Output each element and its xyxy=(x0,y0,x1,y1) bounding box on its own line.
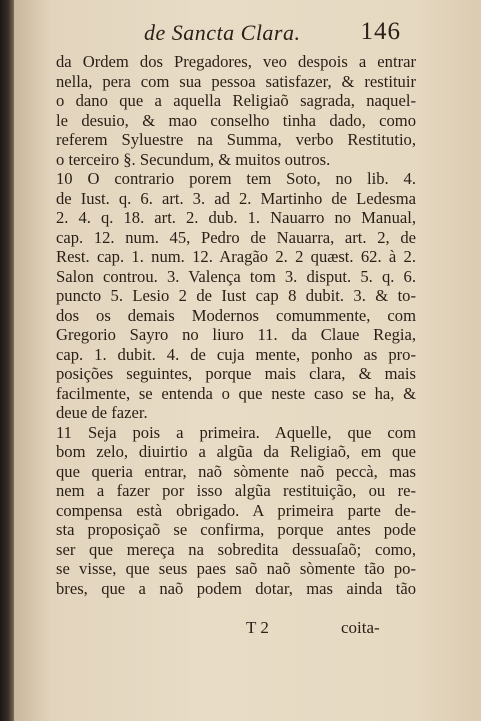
text-line: 2. 4. q. 18. art. 2. dub. 1. Nauarro no Manual, xyxy=(56,208,416,227)
text-line: 11 Seja pois a primeira. Aquelle, que com xyxy=(56,422,416,442)
body-text xyxy=(56,52,416,598)
book-page xyxy=(14,0,481,721)
catchword: coita- xyxy=(341,618,380,637)
text-line: de Iust. q. 6. art. 3. ad 2. Martinho de Ledesma xyxy=(56,188,416,208)
text-line: sta proposiçaõ se confirma, porque antes pode xyxy=(56,520,416,539)
text-line: posições seguintes, porque mais clara, & mais xyxy=(56,364,416,383)
book-spine-shadow xyxy=(0,0,14,721)
text-line: le desuio, & mao conselho tinha dado, como xyxy=(56,110,416,130)
text-line: referem Syluestre na Summa, verbo Restitutio, xyxy=(56,130,416,149)
text-line: cap. 12. num. 45, Pedro de Nauarra, art. 2, de xyxy=(56,227,416,247)
text-line: bom zelo, diuirtio a algũa da Religiaõ, em que xyxy=(56,442,416,461)
text-line: puncto 5. Lesio 2 de Iust cap 8 dubit. 3. & to- xyxy=(56,286,416,305)
text-line: o dano que a aquella Religiaõ sagrada, naquel- xyxy=(56,91,416,110)
text-line: da Ordem dos Pregadores, veo despois a entrar xyxy=(56,52,416,71)
text-line: compensa està obrigado. A primeira parte de- xyxy=(56,500,416,520)
page-number: 146 xyxy=(360,18,401,45)
text-line: dos os demais Modernos comummente, com xyxy=(56,305,416,325)
text-line: se visse, que seus paes saõ naõ sòmente tão po- xyxy=(56,559,416,578)
text-line: que queria entrar, naõ sòmente naõ peccà, mas xyxy=(56,461,416,481)
text-line: facilmente, se entenda o que neste caso se ha, & xyxy=(56,383,416,403)
text-line: nella, pera com sua pessoa satisfazer, & restituir xyxy=(56,71,416,91)
text-line: nem a fazer por isso algũa restituição, ou re- xyxy=(56,481,416,500)
page-header xyxy=(14,18,481,48)
text-line: Rest. cap. 1. num. 12. Aragão 2. 2 quæst. 62. à 2. xyxy=(56,247,416,266)
text-line: 10 O contrario porem tem Soto, no lib. 4. xyxy=(56,169,416,188)
text-line: deue de fazer. xyxy=(56,403,148,422)
text-line: cap. 1. dubit. 4. de cuja mente, ponho as pro- xyxy=(56,344,416,364)
text-line: o terceiro §. Secundum, & muitos outros. xyxy=(56,149,331,169)
page-footer xyxy=(14,618,481,640)
signature-mark: T 2 xyxy=(246,618,269,637)
text-line: Salon controu. 3. Valença tom 3. disput. 5. q. 6. xyxy=(56,266,416,286)
running-title: de Sancta Clara. xyxy=(144,20,301,45)
text-line: bres, que a naõ podem dotar, mas ainda tão xyxy=(56,578,416,598)
text-line: Gregorio Sayro no liuro 11. da Claue Regia, xyxy=(56,325,416,344)
text-line: ser que mereça na sobredita dessuaſaõ; como, xyxy=(56,539,416,559)
